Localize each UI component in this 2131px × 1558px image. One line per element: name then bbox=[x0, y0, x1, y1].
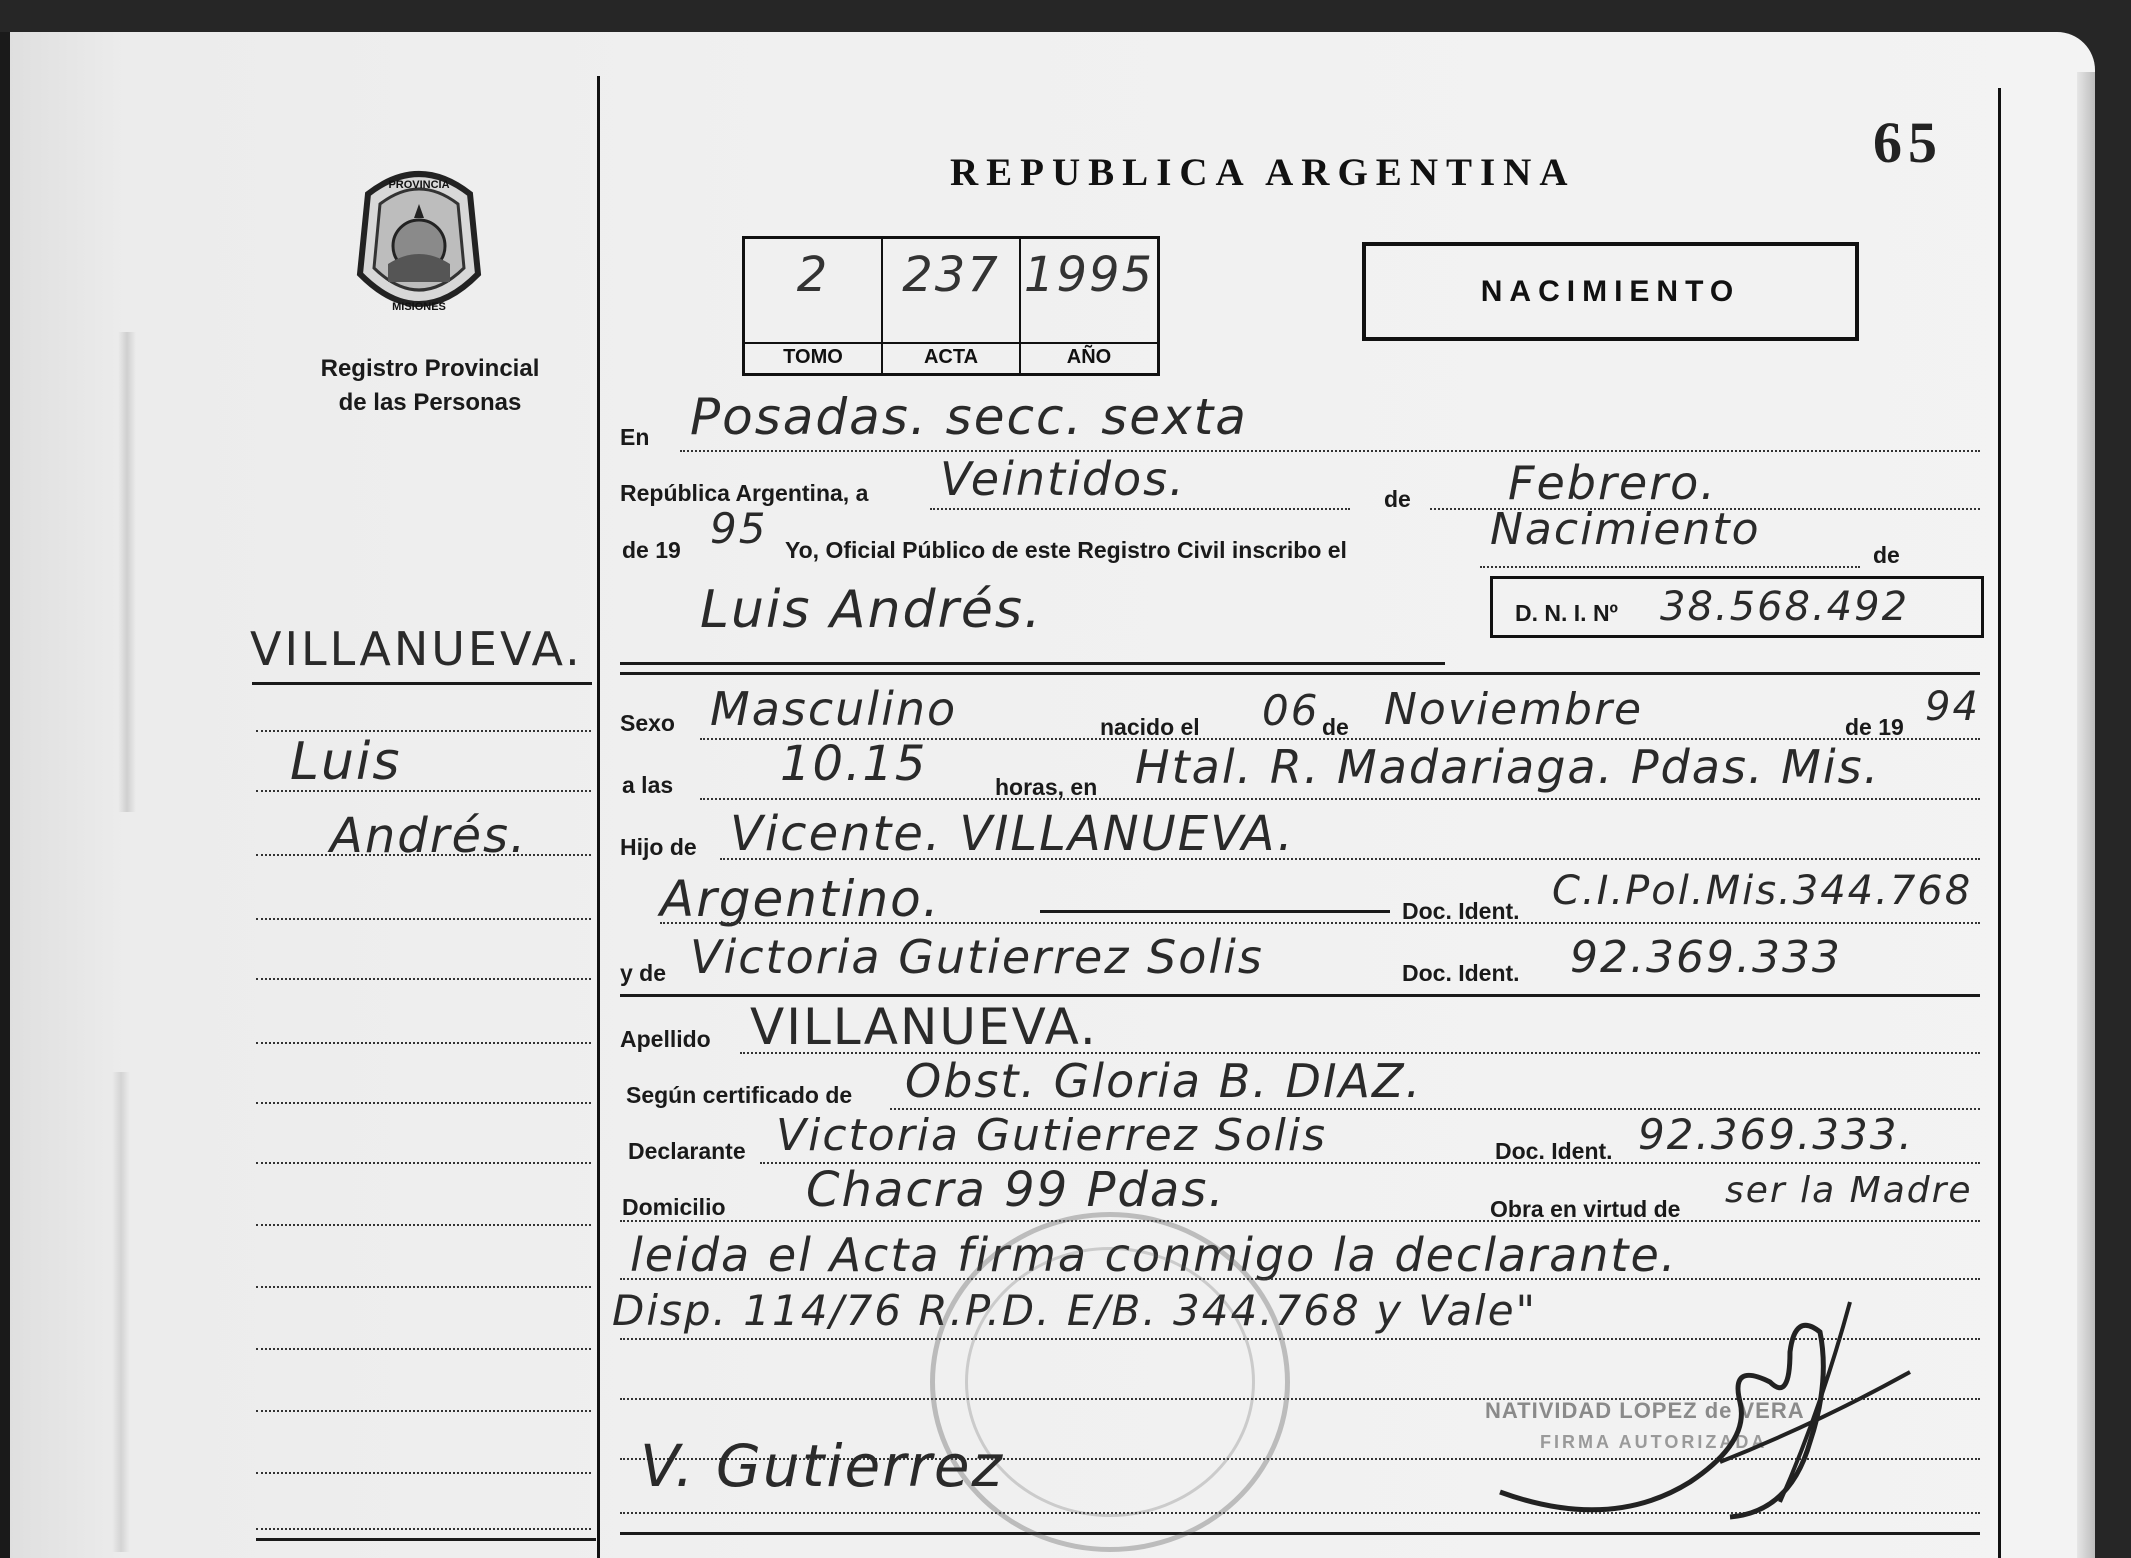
margin-line bbox=[256, 854, 591, 856]
nacido-label: nacido el bbox=[1100, 714, 1200, 740]
obra-value: ser la Madre bbox=[1725, 1170, 1973, 1211]
inscribo-value: Nacimiento bbox=[1490, 504, 1761, 555]
hour-value: 10.15 bbox=[780, 736, 928, 792]
margin-given-2: Andrés. bbox=[330, 808, 528, 864]
domicilio-label: Domicilio bbox=[622, 1194, 726, 1220]
ano-label: AÑO bbox=[1021, 342, 1157, 369]
official-stamp bbox=[930, 1212, 1290, 1552]
obra-label: Obra en virtud de bbox=[1490, 1196, 1681, 1222]
field-line bbox=[680, 450, 1980, 452]
field-line bbox=[660, 922, 1980, 924]
acta-label: ACTA bbox=[883, 342, 1019, 369]
stamp-title: FIRMA AUTORIZADA bbox=[1540, 1432, 1768, 1452]
tomo-cell bbox=[745, 239, 883, 373]
birth-month: Noviembre bbox=[1384, 684, 1644, 735]
a-las-label: a las bbox=[622, 772, 674, 798]
dni-label: D. N. I. Nº bbox=[1515, 600, 1618, 626]
name-rule bbox=[620, 662, 1445, 665]
field-line bbox=[620, 1278, 1980, 1280]
form-right-border bbox=[1998, 88, 2001, 1558]
de-label: de bbox=[1384, 486, 1411, 512]
field-line bbox=[1480, 566, 1860, 568]
registry-line-2: de las Personas bbox=[338, 389, 522, 416]
year-value: 95 bbox=[710, 504, 768, 553]
margin-line bbox=[256, 1410, 591, 1412]
declarante-doc-value: 92.369.333. bbox=[1638, 1110, 1914, 1159]
stamp-name: NATIVIDAD LOPEZ de VERA bbox=[1485, 1398, 1805, 1423]
page-edge bbox=[2077, 72, 2095, 1558]
acta-cell bbox=[883, 239, 1021, 373]
margin-line bbox=[256, 1528, 591, 1530]
notes-line-1: leida el Acta firma conmigo la declarante. bbox=[630, 1228, 1678, 1282]
month-value: Febrero. bbox=[1508, 456, 1717, 510]
birth-place: Htal. R. Madariaga. Pdas. Mis. bbox=[1135, 740, 1881, 794]
page-number: 65 bbox=[1873, 110, 1943, 175]
certificado-value: Obst. Gloria B. DIAZ. bbox=[905, 1054, 1423, 1108]
margin-line bbox=[256, 730, 591, 732]
margin-given-1: Luis bbox=[290, 732, 402, 792]
margin-bottom-rule bbox=[256, 1538, 596, 1541]
registered-name: Luis Andrés. bbox=[700, 580, 1043, 640]
republica-label: República Argentina, a bbox=[620, 480, 869, 506]
margin-surname: VILLANUEVA. bbox=[250, 622, 583, 676]
birth-year-prefix: de 19 bbox=[1845, 714, 1904, 740]
tomo-label: TOMO bbox=[745, 342, 881, 369]
de-label-2: de bbox=[1873, 542, 1900, 568]
margin-line bbox=[256, 1162, 591, 1164]
en-value: Posadas. secc. sexta bbox=[690, 388, 1248, 446]
margin-line bbox=[256, 1472, 591, 1474]
de-label-3: de bbox=[1322, 714, 1349, 740]
year-prefix: de 19 bbox=[622, 537, 681, 563]
field-line-solid bbox=[1040, 910, 1390, 913]
page-edge-shadow bbox=[0, 32, 10, 1558]
field-line bbox=[720, 858, 1980, 860]
margin-line bbox=[256, 790, 591, 792]
domicilio-value: Chacra 99 Pdas. bbox=[806, 1162, 1226, 1218]
field-line bbox=[700, 798, 1980, 800]
father-doc-label: Doc. Ident. bbox=[1402, 898, 1520, 924]
birth-year: 94 bbox=[1925, 684, 1980, 730]
binding-fold bbox=[112, 1072, 130, 1552]
declarante-value: Victoria Gutierrez Solis bbox=[776, 1110, 1328, 1161]
certificado-label: Según certificado de bbox=[626, 1082, 853, 1108]
inscribo-label: Yo, Oficial Público de este Registro Civil inscribo el bbox=[785, 537, 1347, 563]
margin-line bbox=[256, 1102, 591, 1104]
officer-signature bbox=[1490, 1292, 1950, 1542]
field-line bbox=[620, 1220, 1980, 1222]
registry-line-1: Registro Provincial bbox=[320, 355, 540, 382]
father-nationality: Argentino. bbox=[660, 870, 941, 928]
registry-heading bbox=[280, 352, 580, 420]
acta-value: 237 bbox=[902, 247, 1000, 303]
seal-top-text: PROVINCIA bbox=[388, 179, 450, 191]
provincial-seal-icon bbox=[348, 164, 490, 324]
margin-line bbox=[256, 978, 591, 980]
sexo-label: Sexo bbox=[620, 710, 675, 736]
father-name: Vicente. VILLANUEVA. bbox=[730, 806, 1295, 862]
day-value: Veintidos. bbox=[940, 452, 1186, 506]
y-de-label: y de bbox=[620, 960, 667, 986]
tomo-value: 2 bbox=[796, 247, 830, 303]
hijo-label: Hijo de bbox=[620, 834, 697, 860]
document-type-box: NACIMIENTO bbox=[1362, 242, 1859, 341]
register-page bbox=[0, 32, 2095, 1558]
sexo-value: Masculino bbox=[710, 682, 958, 736]
ano-cell bbox=[1021, 239, 1157, 373]
margin-line bbox=[256, 1348, 591, 1350]
field-line bbox=[930, 508, 1350, 510]
declarante-label: Declarante bbox=[628, 1138, 746, 1164]
margin-line bbox=[256, 918, 591, 920]
binding-fold bbox=[118, 332, 136, 812]
apellido-value: VILLANUEVA. bbox=[750, 998, 1098, 1056]
margin-rule bbox=[252, 682, 592, 685]
notes-line-2: Disp. 114/76 R.P.D. E/B. 344.768 y Vale" bbox=[612, 1286, 1537, 1335]
apellido-label: Apellido bbox=[620, 1026, 711, 1052]
father-doc-value: C.I.Pol.Mis.344.768 bbox=[1552, 868, 1973, 914]
record-number-box bbox=[742, 236, 1160, 376]
margin-line bbox=[256, 1042, 591, 1044]
mother-doc-value: 92.369.333 bbox=[1570, 932, 1842, 983]
section-rule bbox=[620, 672, 1980, 675]
declarante-doc-label: Doc. Ident. bbox=[1495, 1138, 1613, 1164]
page-title: REPUBLICA ARGENTINA bbox=[950, 151, 1576, 194]
en-label: En bbox=[620, 424, 650, 450]
mother-name: Victoria Gutierrez Solis bbox=[690, 930, 1264, 984]
ano-value: 1995 bbox=[1023, 247, 1155, 303]
section-rule bbox=[620, 994, 1980, 997]
form-left-border bbox=[597, 76, 600, 1558]
margin-line bbox=[256, 1224, 591, 1226]
seal-bottom-text: MISIONES bbox=[392, 301, 446, 313]
horas-label: horas, en bbox=[995, 774, 1098, 800]
declarant-signature: V. Gutierrez bbox=[640, 1432, 1004, 1500]
dni-value: 38.568.492 bbox=[1660, 584, 1910, 630]
birth-day: 06 bbox=[1262, 686, 1320, 735]
margin-line bbox=[256, 1286, 591, 1288]
mother-doc-label: Doc. Ident. bbox=[1402, 960, 1520, 986]
